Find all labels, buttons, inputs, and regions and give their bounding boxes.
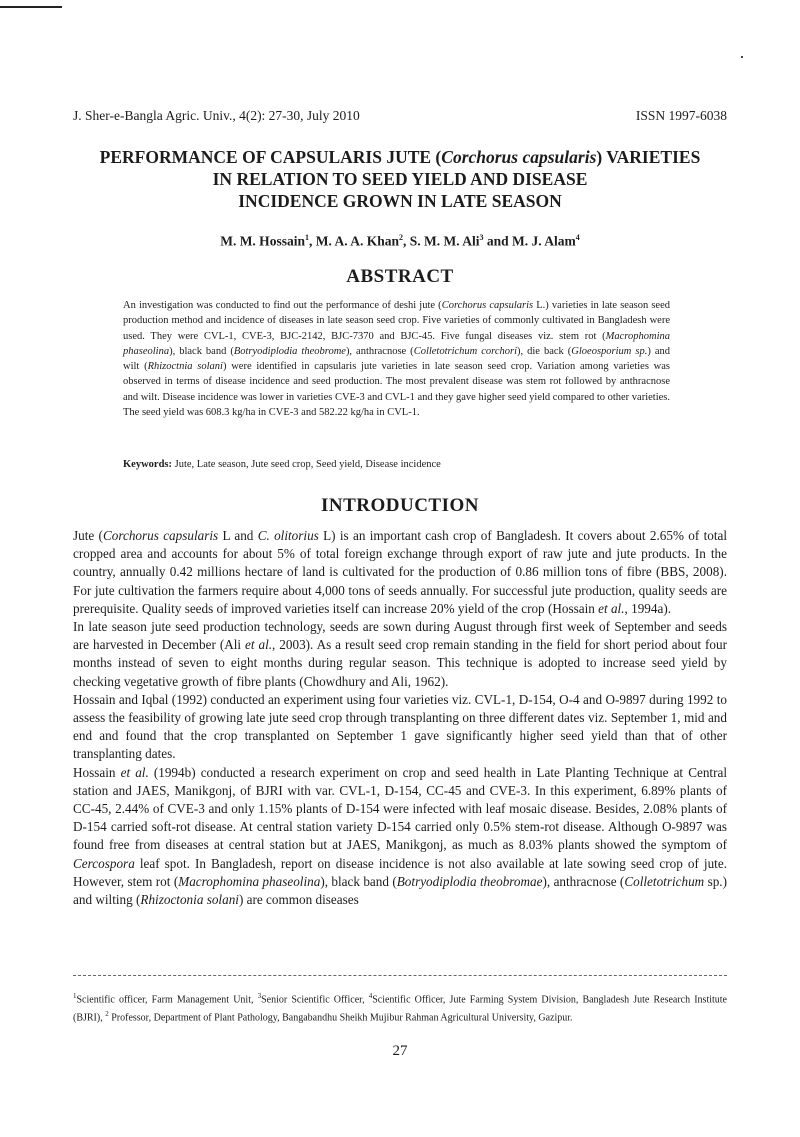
- separator: ,: [403, 233, 410, 249]
- species-name: Macrophomina phaseolina: [178, 873, 321, 889]
- affiliation-mark: 2: [399, 233, 403, 242]
- title-text: ) VARIETIES: [596, 147, 701, 167]
- body-text: ), anthracnose (: [542, 873, 625, 889]
- species-name: C. olitorius: [257, 528, 319, 543]
- species-name: Rhizoctonia solani: [140, 892, 239, 908]
- body-text: leaf spot. In Bangladesh, report on disease incidence is not also available at late sowing seed crop of jute. However, stem rot (: [73, 855, 727, 889]
- running-header: [73, 108, 727, 124]
- intro-paragraph-2: [73, 618, 727, 691]
- body-text: , 1994a).: [624, 600, 672, 616]
- affiliation-mark: 1: [304, 233, 309, 242]
- species-name: Colletotrichum corchori: [413, 345, 518, 357]
- body-text: In late season jute seed production technology, seeds are sown during August through first week of September and seeds are harvested in December (Ali: [73, 619, 727, 653]
- species-name: Rhizoctnia solani: [147, 361, 223, 373]
- author: M. M. Hossain: [220, 233, 305, 249]
- citation-etal: et al.: [598, 600, 625, 616]
- species-name: Botryodiplodia theobrome: [233, 345, 346, 357]
- footnote-affiliations: [73, 989, 727, 1026]
- species-name: Macrophomina phaseolina: [123, 330, 670, 357]
- author: S. M. M. Ali: [409, 233, 480, 249]
- author-list: [60, 233, 740, 250]
- paper-title: [60, 146, 740, 212]
- keywords-list: Jute, Late season, Jute seed crop, Seed yield, Disease incidence: [172, 459, 441, 470]
- abstract-text: L.) varieties in late season seed production method and incidence of diseases in late season seed crop. Five varieties of commonly cultivated in Bangladesh were used. They were CVL-1, CVE-3, BJC-2142, BJC-7370 and BJC-45. Five fungal diseases viz. stem rot (: [123, 300, 670, 342]
- title-line-1: [60, 146, 740, 168]
- abstract-text: An investigation was conducted to find out the performance of deshi jute (: [123, 300, 442, 311]
- body-text: L and: [218, 528, 258, 543]
- abstract-body: [123, 298, 670, 420]
- body-text: sp.) and wilting (: [73, 873, 727, 908]
- introduction-body: [73, 527, 727, 909]
- species-name: Colletotrichum: [624, 873, 705, 889]
- page-number: 27: [392, 1043, 408, 1059]
- footnote-text: Scientific Officer, Jute Farming System Division, Bangladesh Jute Research Institute (BJRI),: [73, 994, 728, 1024]
- footnote-text: Senior Scientific Officer,: [261, 994, 369, 1006]
- journal-citation: J. Sher-e-Bangla Agric. Univ., 4(2): 27-30, July 2010: [73, 108, 360, 123]
- affiliation-mark: 4: [575, 233, 580, 242]
- keywords-label: Keywords:: [123, 459, 172, 470]
- footnote-text: Professor, Department of Plant Pathology, Bangabandhu Sheikh Mujibur Rahman Agricultural University, Gazipur.: [108, 1012, 573, 1024]
- body-text: , 2003). As a result seed crop remain standing in the field for short period about four months instead of seven to eight months during regular season. This technique is adopted to increase seed yield by checking vegetative growth of fibre plants (Chowdhury and Ali, 1962).: [73, 637, 727, 689]
- body-text: ) are common diseases: [238, 892, 359, 908]
- species-name: Botryodiplodia theobromae: [396, 873, 543, 889]
- separator: ,: [308, 233, 316, 249]
- affiliation-mark: 3: [479, 233, 484, 242]
- intro-paragraph-3: Hossain and Iqbal (1992) conducted an experiment using four varieties viz. CVL-1, D-154, O-4 and O-9897 during 1992 to assess the feasibility of growing late jute seed crop through transplanting on three different dates viz. September 1, mid and end and found that the crop transplanted on September 1 gave significantly higher seed yield than that of other transplanting dates.: [73, 691, 727, 762]
- intro-paragraph-1: [73, 527, 727, 618]
- species-name: Gloeosporium sp.: [571, 345, 648, 357]
- abstract-text: ), black band (: [169, 345, 234, 357]
- title-text: PERFORMANCE OF CAPSULARIS JUTE (: [99, 147, 442, 167]
- footnote-divider: [73, 975, 727, 976]
- affiliation-mark: 4: [368, 992, 373, 1000]
- top-corner-rule: [0, 6, 62, 8]
- body-text: (1994b) conducted a research experiment on crop and seed health in Late Planting Technique at Central station and JAES, Manikgonj, of BJRI with var. CVL-1, D-154, CC-45 and CVE-3. In this experiment, 6.89% plants of CC-45, 2.44% of CVE-3 and only 1.15% plants of D-154 were infected with leaf mosaic disease. Besides, 2.08% plants of D-154 carried soft-rot disease. At central station variety D-154 carried only 0.5% stem-rot disease. Although O-9897 was found free from diseases at central station but at JAES, Manikgonj, as much as 8.03% plants showed the symptom of: [73, 764, 728, 853]
- citation-etal: et al.: [120, 764, 149, 780]
- author: M. A. A. Khan: [315, 233, 399, 249]
- intro-paragraph-4: [73, 764, 727, 910]
- scan-speck: [741, 56, 743, 58]
- abstract-text: ) were identified in capsularis jute varieties in late season seed crop. Variation among varieties was observed in terms of disease incidence and seed production. The most prevalent disease was stem rot followed by anthracnose and wilt. Disease incidence was lower in varieties CVE-3 and CVL-1 and they gave higher seed yield compared to other varieties. The seed yield was 608.3 kg/ha in CVE-3 and 582.22 kg/ha in CVL-1.: [123, 361, 670, 419]
- affiliation-mark: 2: [105, 1010, 109, 1019]
- body-text: Hossain: [73, 764, 121, 780]
- separator: and: [483, 233, 513, 249]
- issn: ISSN 1997-6038: [635, 108, 727, 123]
- title-species: Corchorus capsularis: [441, 147, 597, 167]
- author: M. J. Alam: [512, 233, 576, 249]
- body-text: ), black band (: [320, 873, 397, 889]
- species-name: Cercospora: [73, 855, 135, 871]
- title-line-2: IN RELATION TO SEED YIELD AND DISEASE: [212, 169, 588, 189]
- abstract-text: ), die back (: [517, 345, 572, 357]
- species-name: Corchorus capsularis: [441, 300, 534, 311]
- keywords: [123, 459, 670, 470]
- affiliation-mark: 1: [73, 992, 77, 1000]
- abstract-heading: ABSTRACT: [346, 266, 454, 287]
- title-line-3: INCIDENCE GROWN IN LATE SEASON: [238, 191, 562, 211]
- citation-etal: et al.: [245, 637, 273, 653]
- footnote-text: Scientific officer, Farm Management Unit,: [76, 994, 258, 1006]
- body-text: Jute (: [73, 528, 103, 543]
- abstract-text: ) and wilt (: [123, 345, 670, 373]
- affiliation-mark: 3: [257, 992, 262, 1000]
- abstract-text: ), anthracnose (: [345, 345, 414, 357]
- body-text: L) is an important cash crop of Bangladesh. It covers about 2.65% of total cropped area and accounts for about 5% of total foreign exchange through export of raw jute and jute products. In the country, annually 0.42 millions hectare of land is cultivated for the production of 0.86 million tons of fibre (BBS, 2008). For jute cultivation the farmers require about 4,000 tons of seeds annually. For successful jute production, quality seeds are prerequisite. Quality seeds of improved varieties itself can increase 20% yield of the crop (Hossain: [73, 528, 728, 616]
- species-name: Corchorus capsularis: [102, 528, 219, 543]
- introduction-heading: INTRODUCTION: [320, 495, 480, 516]
